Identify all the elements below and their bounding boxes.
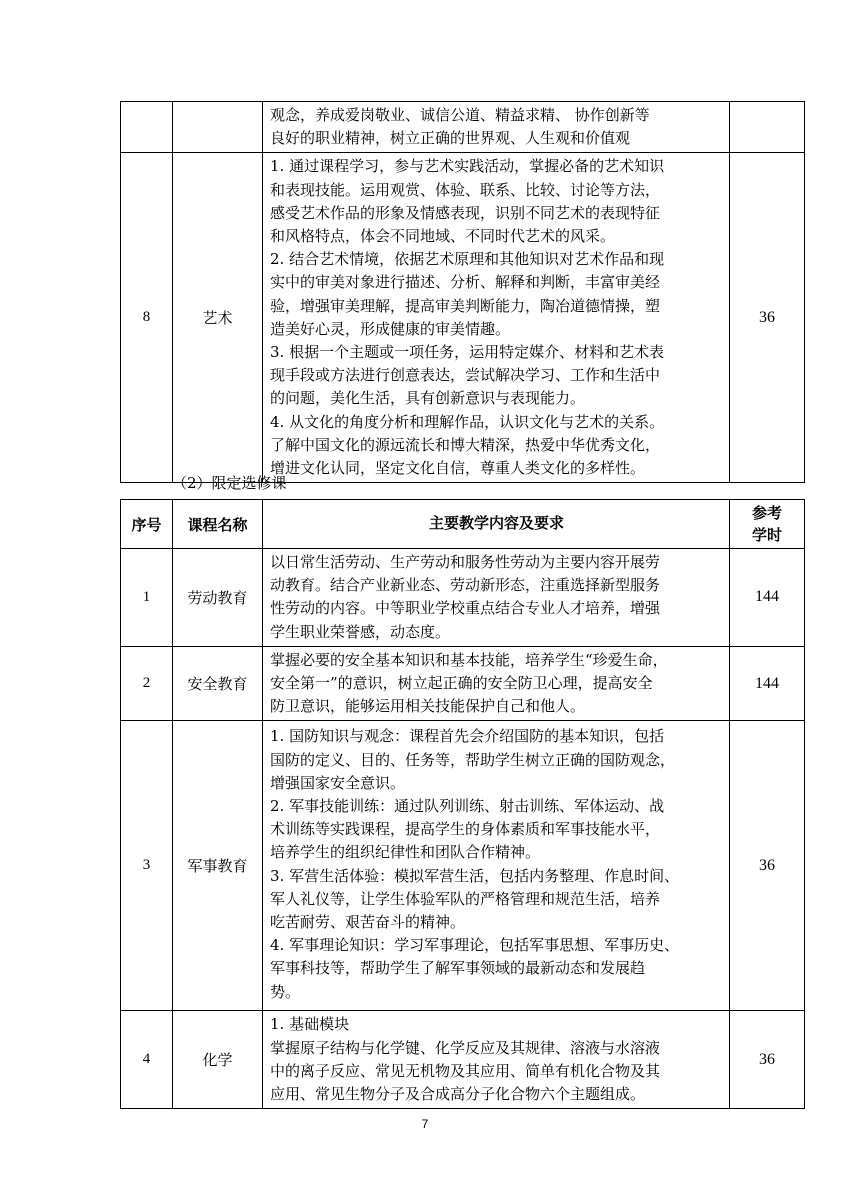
course-content (263, 1011, 730, 1109)
content-line: 军人礼仪等，让学生体验军队的严格管理和规范生活，培养 (270, 889, 661, 908)
content-line: 1. 通过课程学习，参与艺术实践活动，掌握必备的艺术知识 (270, 157, 665, 176)
course-name: 艺术 (173, 153, 263, 483)
content-line: 感受艺术作品的形象及情感表现，识别不同艺术的表现特征 (270, 203, 661, 222)
course-content (263, 721, 730, 1011)
content-line: 3. 军营生活体验：模拟军营生活，包括内务整理、作息时间、 (270, 866, 680, 885)
table-row (121, 549, 805, 647)
table-header-row (121, 500, 805, 549)
content-line: 国防的定义、目的、任务等，帮助学生树立正确的国防观念， (270, 750, 676, 769)
course-name: 军事教育 (173, 721, 263, 1011)
header-course-name: 课程名称 (173, 500, 263, 549)
table-row (121, 646, 805, 721)
content-line: 增进文化认同，坚定文化自信，尊重人类文化的多样性。 (270, 459, 646, 478)
content-line: 性劳动的内容。中等职业学校重点结合专业人才培养，增强 (270, 599, 661, 618)
header-number: 序号 (121, 500, 173, 549)
page-number: 7 (421, 1117, 429, 1131)
content-line: 4. 从文化的角度分析和理解作品，认识文化与艺术的关系。 (270, 412, 665, 431)
content-line: 4. 军事理论知识：学习军事理论，包括军事思想、军事历史、 (270, 936, 680, 955)
course-content (263, 549, 730, 647)
content-line: 应用、常见生物分子及合成高分子化合物六个主题组成。 (270, 1085, 646, 1104)
content-line: 掌握原子结构与化学键、化学反应及其规律、溶液与水溶液 (270, 1038, 661, 1057)
header-hours-line: 参考 (751, 504, 782, 522)
content-line: 动教育。结合产业新业态、劳动新形态，注重选择新型服务 (270, 576, 661, 595)
elective-course-table (120, 499, 805, 1109)
content-line: 1. 国防知识与观念：课程首先会介绍国防的基本知识，包括 (270, 727, 665, 746)
course-content (263, 153, 730, 483)
content-line: 安全第一”的意识，树立起正确的安全防卫心理，提高安全 (270, 674, 653, 693)
course-hours (730, 102, 805, 153)
content-line: 和风格特点，体会不同地域、不同时代艺术的风采。 (270, 227, 616, 246)
header-hours (730, 500, 805, 549)
content-line: 的问题，美化生活，具有创新意识与表现能力。 (270, 389, 586, 408)
course-name: 化学 (173, 1011, 263, 1109)
content-line: 现手段或方法进行创意表达，尝试解决学习、工作和生活中 (270, 366, 661, 385)
content-line: 了解中国文化的源远流长和博大精深，热爱中华优秀文化， (270, 435, 661, 454)
content-line: 中的离子反应、常见无机物及其应用、简单有机化合物及其 (270, 1061, 661, 1080)
course-content (263, 102, 730, 153)
content-line: 1. 基础模块 (270, 1015, 350, 1034)
content-line: 增强国家安全意识。 (270, 773, 406, 792)
course-name: 劳动教育 (173, 549, 263, 647)
course-hours: 36 (730, 721, 805, 1011)
content-line: 3. 根据一个主题或一项任务，运用特定媒介、材料和艺术表 (270, 343, 665, 362)
table-row (121, 721, 805, 1011)
row-number (121, 102, 173, 153)
course-table-continued (120, 101, 805, 483)
course-hours: 144 (730, 549, 805, 647)
course-name (173, 102, 263, 153)
header-content: 主要教学内容及要求 (263, 500, 730, 549)
table-row (121, 1011, 805, 1109)
course-hours: 144 (730, 646, 805, 721)
row-number: 4 (121, 1011, 173, 1109)
course-hours: 36 (730, 153, 805, 483)
content-line: 良好的职业精神，树立正确的世界观、人生观和价值观 (270, 129, 631, 148)
course-content (263, 646, 730, 721)
row-number: 3 (121, 721, 173, 1011)
content-line: 培养学生的组织纪律性和团队合作精神。 (270, 843, 541, 862)
content-line: 和表现技能。运用观赏、体验、联系、比较、讨论等方法， (270, 180, 661, 199)
content-line: 防卫意识，能够运用相关技能保护自己和他人。 (270, 697, 586, 716)
table-row (121, 102, 805, 153)
row-number: 1 (121, 549, 173, 647)
section-subtitle: （2）限定选修课 (172, 474, 287, 492)
content-line: 术训练等实践课程，提高学生的身体素质和军事技能水平， (270, 820, 661, 839)
content-line: 验，增强审美理解，提高审美判断能力，陶冶道德情操，塑 (270, 296, 661, 315)
row-number: 8 (121, 153, 173, 483)
course-name: 安全教育 (173, 646, 263, 721)
content-line: 势。 (270, 982, 301, 1001)
content-line: 军事科技等，帮助学生了解军事领域的最新动态和发展趋 (270, 959, 646, 978)
content-line: 造美好心灵，形成健康的审美情趣。 (270, 319, 511, 338)
row-number: 2 (121, 646, 173, 721)
content-line: 观念，养成爱岗敬业、诚信公道、精益求精、 协作创新等 (270, 106, 650, 124)
content-line: 2. 结合艺术情境，依据艺术原理和其他知识对艺术作品和现 (270, 250, 665, 269)
content-line: 掌握必要的安全基本知识和基本技能，培养学生“珍爱生命， (270, 650, 668, 669)
course-hours: 36 (730, 1011, 805, 1109)
table-row (121, 153, 805, 483)
content-line: 学生职业荣誉感，动态度。 (270, 622, 451, 641)
content-line: 吃苦耐劳、艰苦奋斗的精神。 (270, 913, 466, 932)
content-line: 2. 军事技能训练：通过队列训练、射击训练、军体运动、战 (270, 797, 665, 816)
content-line: 以日常生活劳动、生产劳动和服务性劳动为主要内容开展劳 (270, 553, 661, 571)
content-line: 实中的审美对象进行描述、分析、解释和判断，丰富审美经 (270, 273, 661, 292)
header-hours-line: 学时 (751, 526, 782, 544)
